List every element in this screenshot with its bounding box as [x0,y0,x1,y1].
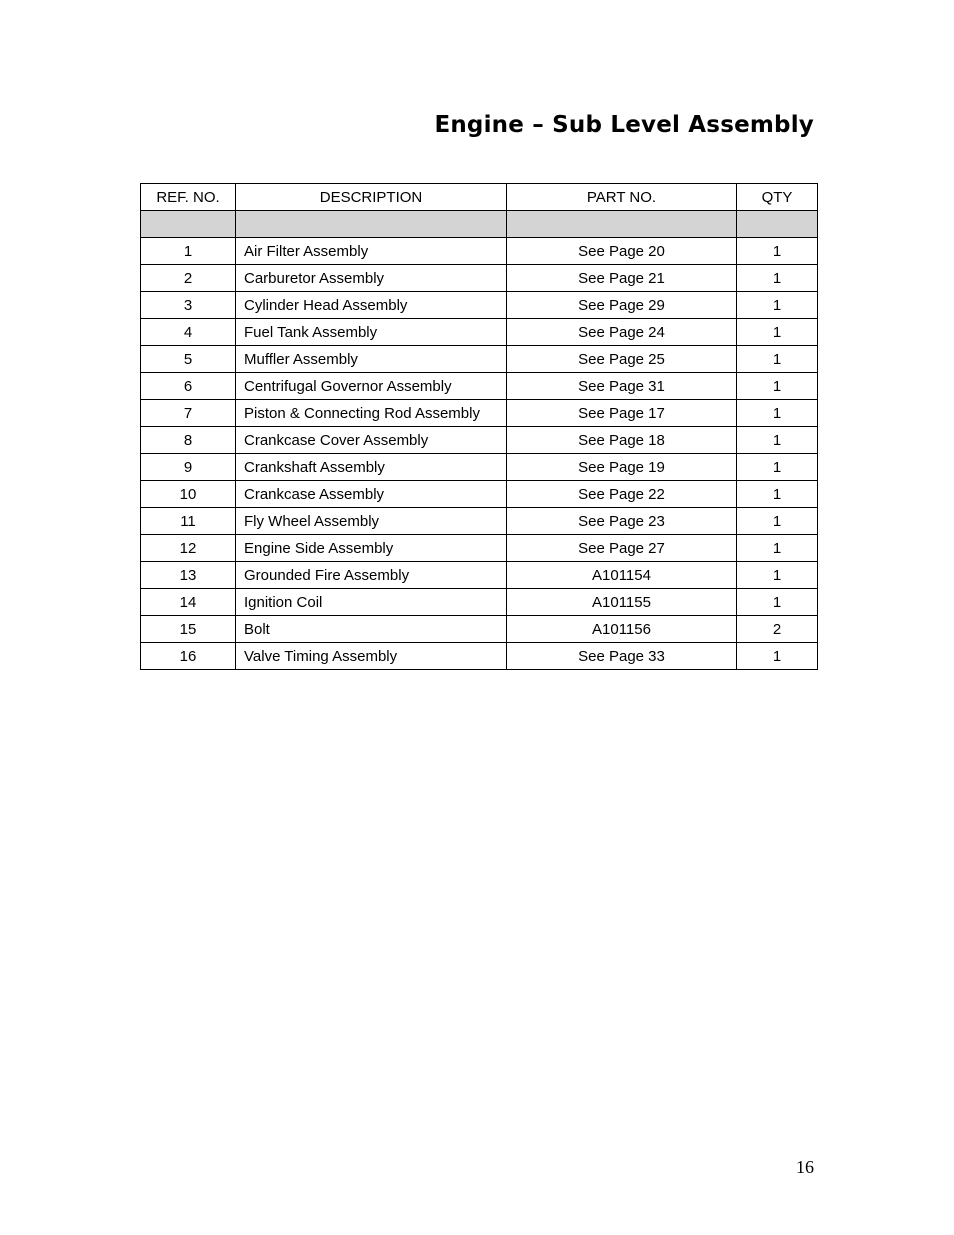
part-no-cell: See Page 22 [507,481,737,508]
part-no-cell: See Page 23 [507,508,737,535]
part-no-cell: See Page 33 [507,643,737,670]
description-cell: Fly Wheel Assembly [236,508,507,535]
qty-cell: 1 [737,346,818,373]
ref-no-cell: 7 [141,400,236,427]
ref-no-cell: 10 [141,481,236,508]
ref-no-cell: 15 [141,616,236,643]
ref-no-cell: 8 [141,427,236,454]
table-row [141,508,818,535]
part-no-cell: A101154 [507,562,737,589]
ref-no-cell: 12 [141,535,236,562]
ref-no-cell: 5 [141,346,236,373]
part-no-cell: See Page 18 [507,427,737,454]
spacer-cell [236,211,507,238]
table-row [141,292,818,319]
shaded-spacer-row [141,211,818,238]
description-cell: Centrifugal Governor Assembly [236,373,507,400]
part-no-cell: See Page 27 [507,535,737,562]
spacer-cell [141,211,236,238]
qty-cell: 1 [737,319,818,346]
part-no-cell: See Page 20 [507,238,737,265]
description-cell: Ignition Coil [236,589,507,616]
qty-cell: 1 [737,508,818,535]
page-number: 16 [796,1157,814,1177]
description-cell: Cylinder Head Assembly [236,292,507,319]
ref-no-cell: 14 [141,589,236,616]
header-description: DESCRIPTION [236,184,507,211]
description-cell: Bolt [236,616,507,643]
header-ref-no: REF. NO. [141,184,236,211]
qty-cell: 1 [737,454,818,481]
table-row [141,589,818,616]
part-no-cell: See Page 29 [507,292,737,319]
ref-no-cell: 13 [141,562,236,589]
description-cell: Engine Side Assembly [236,535,507,562]
part-no-cell: See Page 21 [507,265,737,292]
qty-cell: 1 [737,535,818,562]
qty-cell: 1 [737,265,818,292]
table-row [141,373,818,400]
description-cell: Crankshaft Assembly [236,454,507,481]
description-cell: Air Filter Assembly [236,238,507,265]
spacer-cell [737,211,818,238]
ref-no-cell: 6 [141,373,236,400]
qty-cell: 1 [737,373,818,400]
qty-cell: 1 [737,562,818,589]
description-cell: Carburetor Assembly [236,265,507,292]
table-row [141,319,818,346]
table-row [141,481,818,508]
table-row [141,454,818,481]
qty-cell: 1 [737,589,818,616]
ref-no-cell: 4 [141,319,236,346]
qty-cell: 1 [737,238,818,265]
table-row [141,265,818,292]
parts-table [140,183,818,670]
part-no-cell: See Page 17 [507,400,737,427]
part-no-cell: See Page 25 [507,346,737,373]
table-row [141,535,818,562]
part-no-cell: A101156 [507,616,737,643]
description-cell: Crankcase Assembly [236,481,507,508]
description-cell: Fuel Tank Assembly [236,319,507,346]
ref-no-cell: 16 [141,643,236,670]
ref-no-cell: 9 [141,454,236,481]
table-row [141,346,818,373]
qty-cell: 2 [737,616,818,643]
header-part-no: PART NO. [507,184,737,211]
header-qty: QTY [737,184,818,211]
table-row [141,427,818,454]
spacer-cell [507,211,737,238]
table-row [141,562,818,589]
ref-no-cell: 1 [141,238,236,265]
qty-cell: 1 [737,292,818,319]
ref-no-cell: 2 [141,265,236,292]
qty-cell: 1 [737,643,818,670]
description-cell: Piston & Connecting Rod Assembly [236,400,507,427]
qty-cell: 1 [737,400,818,427]
table-header-row [141,184,818,211]
part-no-cell: See Page 19 [507,454,737,481]
ref-no-cell: 11 [141,508,236,535]
description-cell: Valve Timing Assembly [236,643,507,670]
table-row [141,616,818,643]
page-title: Engine – Sub Level Assembly [434,112,814,138]
qty-cell: 1 [737,481,818,508]
description-cell: Grounded Fire Assembly [236,562,507,589]
part-no-cell: See Page 31 [507,373,737,400]
table-row [141,238,818,265]
ref-no-cell: 3 [141,292,236,319]
qty-cell: 1 [737,427,818,454]
part-no-cell: See Page 24 [507,319,737,346]
part-no-cell: A101155 [507,589,737,616]
description-cell: Muffler Assembly [236,346,507,373]
description-cell: Crankcase Cover Assembly [236,427,507,454]
table-row [141,400,818,427]
table-row [141,643,818,670]
